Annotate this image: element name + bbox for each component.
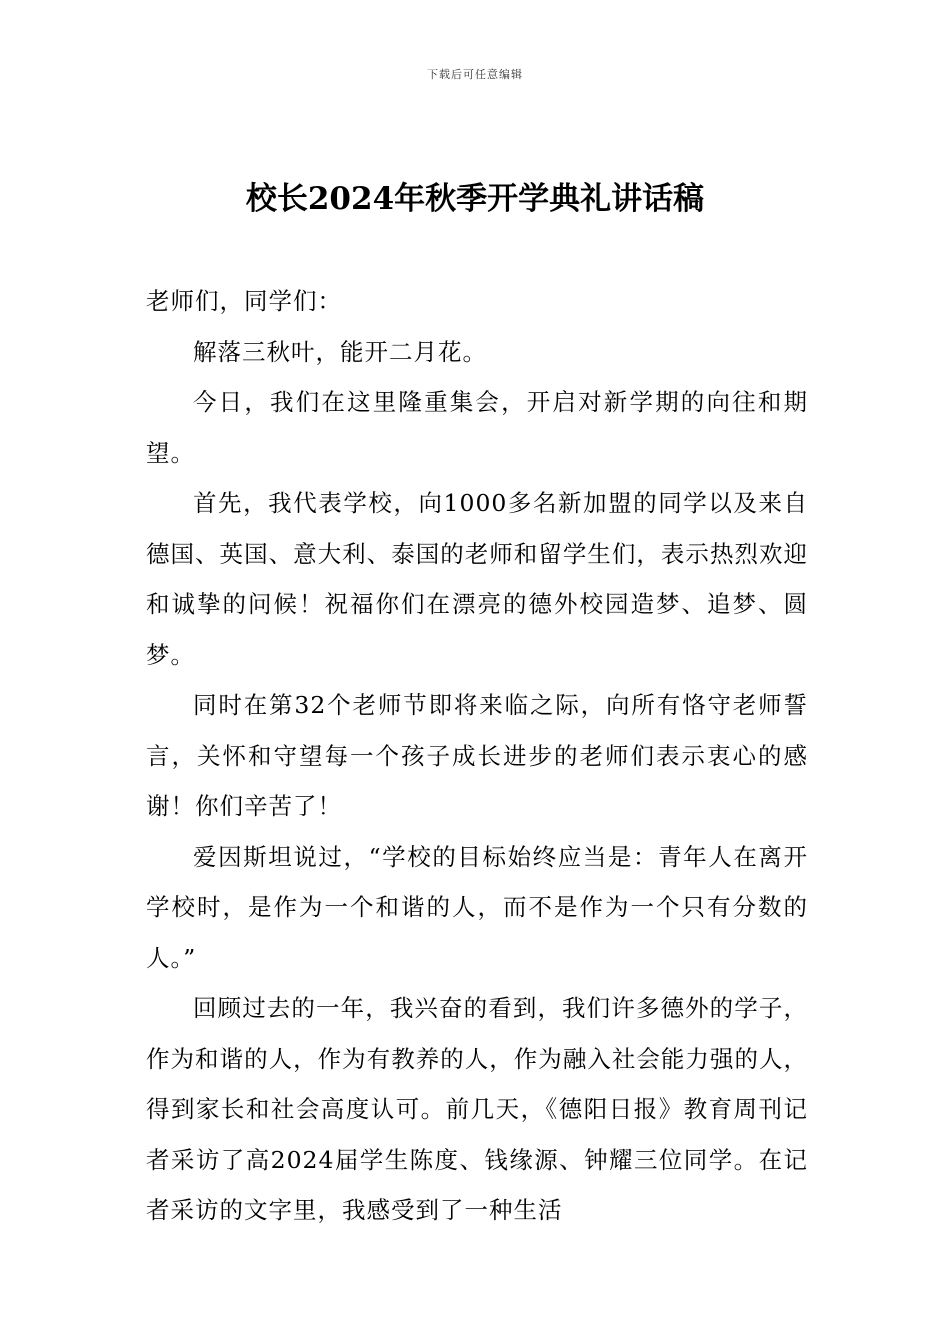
- paragraph: 解落三秋叶，能开二月花。: [193, 337, 487, 366]
- paragraph: 同时在第32个老师节即将来临之际，向所有恪守老师誓言，关怀和守望每一个孩子成长进步的老师们表示衷心的感谢！你们辛苦了！: [146, 691, 808, 820]
- salutation: 老师们，同学们：: [146, 287, 342, 315]
- paragraph: 回顾过去的一年，我兴奋的看到，我们许多德外的学子，作为和谐的人，作为有教养的人，作为融入社会能力强的人，得到家长和社会高度认可。前几天，《德阳日报》教育周刊记者采访了高2024届学生陈度、钱缘源、钟耀三位同学。在记者采访的文字里，我感受到了一种生活: [146, 994, 808, 1224]
- paragraph: 爱因斯坦说过，“学校的目标始终应当是：青年人在离开学校时，是作为一个和谐的人，而不是作为一个只有分数的人。”: [146, 842, 808, 972]
- document-body: [146, 276, 808, 1236]
- document-title: 校长2024年秋季开学典礼讲话稿: [245, 181, 705, 217]
- paragraph: 首先，我代表学校，向1000多名新加盟的同学以及来自德国、英国、意大利、泰国的老师和留学生们，表示热烈欢迎和诚挚的问候！祝福你们在漂亮的德外校园造梦、追梦、圆梦。: [146, 489, 808, 669]
- paragraph: 今日，我们在这里隆重集会，开启对新学期的向往和期望。: [146, 388, 808, 467]
- header-note: 下载后可任意编辑: [427, 68, 523, 81]
